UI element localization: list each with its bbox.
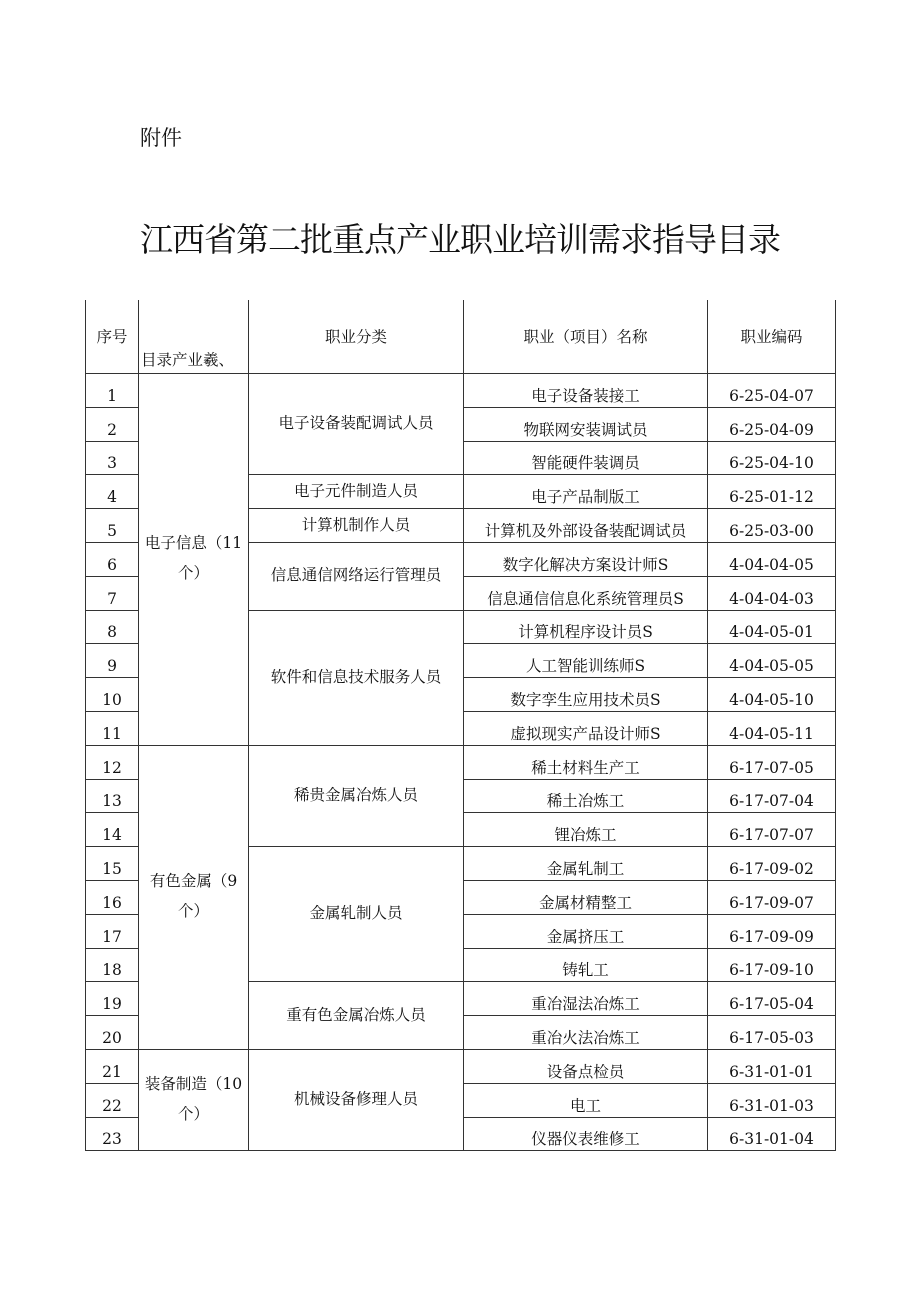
row-seq: 5 xyxy=(86,509,139,543)
row-seq: 16 xyxy=(86,880,139,914)
occupation-category: 金属轧制人员 xyxy=(249,847,464,982)
row-seq: 22 xyxy=(86,1083,139,1117)
occupation-code: 6-17-07-04 xyxy=(708,779,836,813)
occupation-code: 6-25-04-10 xyxy=(708,441,836,475)
table-row xyxy=(86,1049,836,1083)
occupation-code: 6-25-04-09 xyxy=(708,407,836,441)
occupation-name: 计算机程序设计员S xyxy=(464,610,708,644)
page-title: 江西省第二批重点产业职业培训需求指导目录 xyxy=(140,220,780,259)
occupation-name: 金属材精整工 xyxy=(464,880,708,914)
occupation-name: 电子产品制版工 xyxy=(464,475,708,509)
occupation-code: 4-04-04-05 xyxy=(708,542,836,576)
occupation-category: 稀贵金属冶炼人员 xyxy=(249,745,464,846)
occupation-code: 6-25-03-00 xyxy=(708,509,836,543)
occupation-code: 4-04-05-01 xyxy=(708,610,836,644)
industry-group: 有色金属（9个） xyxy=(139,745,249,1049)
occupation-category: 电子元件制造人员 xyxy=(249,475,464,509)
table-row xyxy=(86,374,836,408)
row-seq: 17 xyxy=(86,914,139,948)
occupation-name: 铸轧工 xyxy=(464,948,708,982)
occupation-code: 4-04-05-11 xyxy=(708,711,836,745)
occupation-code: 6-17-09-10 xyxy=(708,948,836,982)
occupation-code: 6-17-09-09 xyxy=(708,914,836,948)
occupation-category: 计算机制作人员 xyxy=(249,509,464,543)
table-row xyxy=(86,745,836,779)
occupation-category: 重有色金属冶炼人员 xyxy=(249,982,464,1050)
occupation-code: 6-17-05-04 xyxy=(708,982,836,1016)
row-seq: 13 xyxy=(86,779,139,813)
occupation-name: 稀土材料生产工 xyxy=(464,745,708,779)
occupation-name: 重冶湿法冶炼工 xyxy=(464,982,708,1016)
occupation-name: 计算机及外部设备装配调试员 xyxy=(464,509,708,543)
row-seq: 21 xyxy=(86,1049,139,1083)
row-seq: 4 xyxy=(86,475,139,509)
row-seq: 23 xyxy=(86,1117,139,1151)
occupation-category: 信息通信网络运行管理员 xyxy=(249,542,464,610)
row-seq: 7 xyxy=(86,576,139,610)
occupation-name: 人工智能训练师S xyxy=(464,644,708,678)
occupation-name: 锂冶炼工 xyxy=(464,813,708,847)
occupation-table xyxy=(85,300,836,1151)
row-seq: 2 xyxy=(86,407,139,441)
row-seq: 14 xyxy=(86,813,139,847)
occupation-name: 信息通信信息化系统管理员S xyxy=(464,576,708,610)
row-seq: 10 xyxy=(86,678,139,712)
occupation-name: 电工 xyxy=(464,1083,708,1117)
occupation-code: 6-17-09-02 xyxy=(708,847,836,881)
occupation-name: 金属轧制工 xyxy=(464,847,708,881)
header-seq: 序号 xyxy=(86,300,139,374)
row-seq: 3 xyxy=(86,441,139,475)
header-industry: 目录产业羲、 xyxy=(139,300,249,374)
occupation-name: 重冶火法冶炼工 xyxy=(464,1016,708,1050)
occupation-category: 电子设备装配调试人员 xyxy=(249,374,464,475)
occupation-code: 6-31-01-04 xyxy=(708,1117,836,1151)
occupation-code: 4-04-05-10 xyxy=(708,678,836,712)
header-name: 职业（项目）名称 xyxy=(464,300,708,374)
row-seq: 8 xyxy=(86,610,139,644)
occupation-name: 数字孪生应用技术员S xyxy=(464,678,708,712)
occupation-code: 6-31-01-03 xyxy=(708,1083,836,1117)
table-header-row xyxy=(86,300,836,374)
row-seq: 11 xyxy=(86,711,139,745)
row-seq: 6 xyxy=(86,542,139,576)
occupation-name: 物联网安装调试员 xyxy=(464,407,708,441)
occupation-name: 虚拟现实产品设计师S xyxy=(464,711,708,745)
occupation-code: 6-17-07-07 xyxy=(708,813,836,847)
header-code: 职业编码 xyxy=(708,300,836,374)
occupation-category: 机械设备修理人员 xyxy=(249,1049,464,1150)
row-seq: 18 xyxy=(86,948,139,982)
occupation-code: 4-04-04-03 xyxy=(708,576,836,610)
occupation-code: 6-17-05-03 xyxy=(708,1016,836,1050)
header-category: 职业分类 xyxy=(249,300,464,374)
row-seq: 12 xyxy=(86,745,139,779)
occupation-code: 6-17-07-05 xyxy=(708,745,836,779)
occupation-code: 6-25-01-12 xyxy=(708,475,836,509)
occupation-name: 金属挤压工 xyxy=(464,914,708,948)
occupation-name: 设备点检员 xyxy=(464,1049,708,1083)
occupation-code: 6-31-01-01 xyxy=(708,1049,836,1083)
occupation-code: 4-04-05-05 xyxy=(708,644,836,678)
industry-group: 装备制造（10个） xyxy=(139,1049,249,1150)
occupation-name: 智能硬件装调员 xyxy=(464,441,708,475)
industry-group: 电子信息（11个） xyxy=(139,374,249,746)
occupation-name: 电子设备装接工 xyxy=(464,374,708,408)
occupation-code: 6-25-04-07 xyxy=(708,374,836,408)
occupation-name: 仪器仪表维修工 xyxy=(464,1117,708,1151)
occupation-category: 软件和信息技术服务人员 xyxy=(249,610,464,745)
row-seq: 19 xyxy=(86,982,139,1016)
row-seq: 1 xyxy=(86,374,139,408)
occupation-code: 6-17-09-07 xyxy=(708,880,836,914)
row-seq: 9 xyxy=(86,644,139,678)
attachment-label: 附件 xyxy=(140,126,182,150)
occupation-name: 数字化解决方案设计师S xyxy=(464,542,708,576)
row-seq: 20 xyxy=(86,1016,139,1050)
row-seq: 15 xyxy=(86,847,139,881)
occupation-name: 稀土冶炼工 xyxy=(464,779,708,813)
